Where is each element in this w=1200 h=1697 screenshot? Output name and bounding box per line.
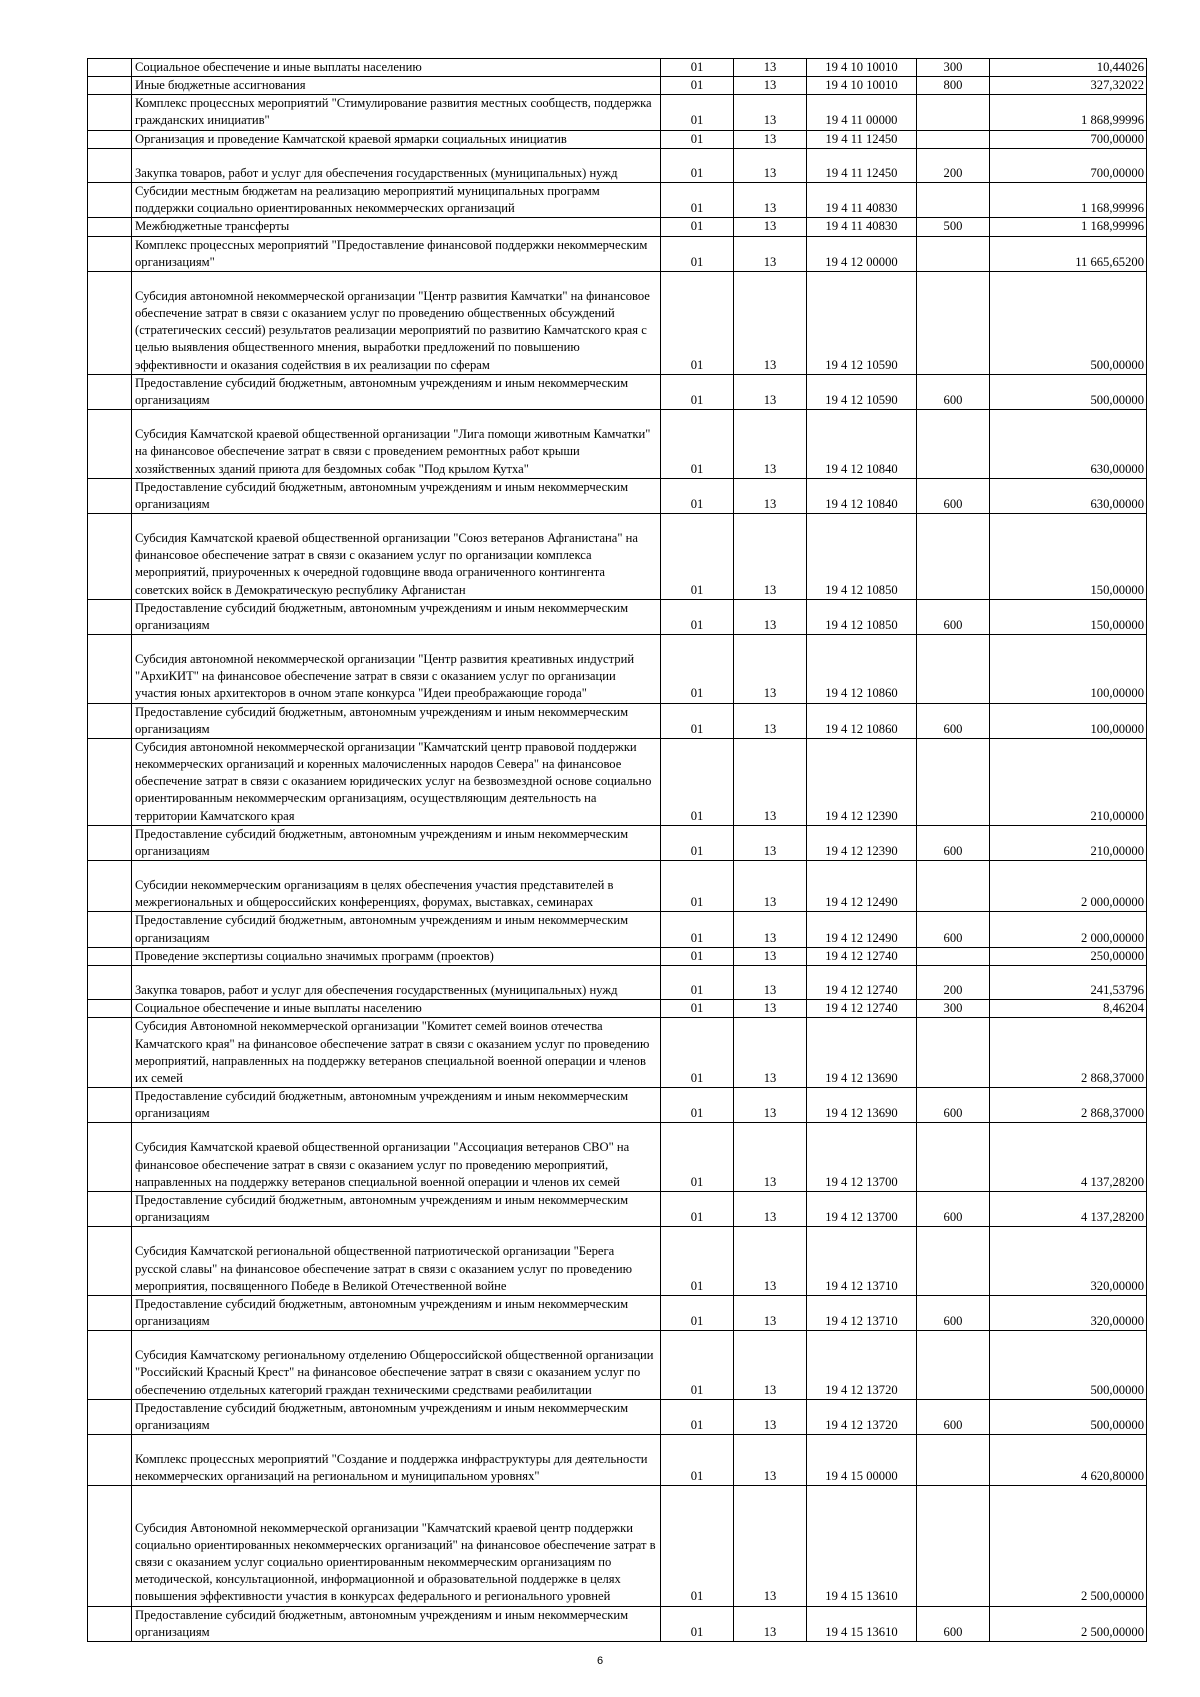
expense-type-cell [917, 635, 990, 704]
table-row [88, 236, 1147, 271]
amount-cell: 10,44026 [990, 59, 1147, 77]
target-article-cell: 19 4 11 40830 [807, 183, 917, 218]
table-row [88, 1018, 1147, 1088]
subsection-cell: 13 [734, 1123, 807, 1192]
number-cell [88, 947, 132, 965]
section-cell: 01 [661, 1295, 734, 1330]
target-article-cell: 19 4 12 10860 [807, 635, 917, 704]
amount-cell: 100,00000 [990, 703, 1147, 738]
amount-cell: 4 137,28200 [990, 1123, 1147, 1192]
amount-cell: 320,00000 [990, 1227, 1147, 1296]
target-article-cell: 19 4 12 13690 [807, 1088, 917, 1123]
subsection-cell: 13 [734, 635, 807, 704]
target-article-cell: 19 4 12 10590 [807, 374, 917, 409]
subsection-cell: 13 [734, 59, 807, 77]
subsection-cell: 13 [734, 410, 807, 479]
subsection-cell: 13 [734, 77, 807, 95]
amount-cell: 2 500,00000 [990, 1606, 1147, 1641]
section-cell: 01 [661, 478, 734, 513]
subsection-cell: 13 [734, 1227, 807, 1296]
table-row [88, 1227, 1147, 1296]
number-cell [88, 1227, 132, 1296]
section-cell: 01 [661, 271, 734, 374]
name-cell: Предоставление субсидий бюджетным, автономным учреждениям и иным некоммерческим организациям [132, 912, 661, 947]
amount-cell: 100,00000 [990, 635, 1147, 704]
subsection-cell: 13 [734, 599, 807, 634]
target-article-cell: 19 4 15 13610 [807, 1606, 917, 1641]
subsection-cell: 13 [734, 1399, 807, 1434]
name-cell: Предоставление субсидий бюджетным, автономным учреждениям и иным некоммерческим организациям [132, 825, 661, 860]
table-row [88, 218, 1147, 236]
number-cell [88, 599, 132, 634]
table-row [88, 410, 1147, 479]
name-cell: Комплекс процессных мероприятий "Стимулирование развития местных сообществ, поддержка гражданских инициатив" [132, 95, 661, 130]
target-article-cell: 19 4 12 12740 [807, 1000, 917, 1018]
table-row [88, 965, 1147, 999]
number-cell [88, 95, 132, 130]
amount-cell: 630,00000 [990, 410, 1147, 479]
target-article-cell: 19 4 12 13700 [807, 1191, 917, 1226]
expense-type-cell [917, 1227, 990, 1296]
number-cell [88, 1606, 132, 1641]
target-article-cell: 19 4 12 13700 [807, 1123, 917, 1192]
table-row [88, 635, 1147, 704]
subsection-cell: 13 [734, 130, 807, 148]
name-cell: Предоставление субсидий бюджетным, автономным учреждениям и иным некоммерческим организациям [132, 599, 661, 634]
name-cell: Предоставление субсидий бюджетным, автономным учреждениям и иным некоммерческим организациям [132, 1606, 661, 1641]
target-article-cell: 19 4 15 00000 [807, 1435, 917, 1486]
section-cell: 01 [661, 1486, 734, 1606]
expense-type-cell [917, 236, 990, 271]
name-cell: Субсидия Камчатской краевой общественной организации "Лига помощи животным Камчатки" на финансовое обеспечение затрат в связи с проведением ремонтных работ крыши хозяйственных зданий приюта для бездомных собак "Под крылом Кутха" [132, 410, 661, 479]
number-cell [88, 478, 132, 513]
name-cell: Проведение экспертизы социально значимых программ (проектов) [132, 947, 661, 965]
table-row [88, 513, 1147, 599]
table-row [88, 1123, 1147, 1192]
table-row [88, 703, 1147, 738]
amount-cell: 500,00000 [990, 1331, 1147, 1400]
number-cell [88, 183, 132, 218]
section-cell: 01 [661, 1088, 734, 1123]
subsection-cell: 13 [734, 1000, 807, 1018]
section-cell: 01 [661, 1191, 734, 1226]
expense-type-cell: 600 [917, 1191, 990, 1226]
number-cell [88, 236, 132, 271]
name-cell: Социальное обеспечение и иные выплаты населению [132, 59, 661, 77]
number-cell [88, 825, 132, 860]
amount-cell: 630,00000 [990, 478, 1147, 513]
name-cell: Субсидия Камчатской краевой общественной организации "Союз ветеранов Афганистана" на финансовое обеспечение затрат в связи с оказанием услуг по организации комплекса мероприятий, приуроченных к очередной годовщине ввода ограниченного контингента советских войск в Демократическую республику Афганистан [132, 513, 661, 599]
amount-cell: 500,00000 [990, 1399, 1147, 1434]
section-cell: 01 [661, 1331, 734, 1400]
table-row [88, 271, 1147, 374]
name-cell: Предоставление субсидий бюджетным, автономным учреждениям и иным некоммерческим организациям [132, 1191, 661, 1226]
number-cell [88, 1435, 132, 1486]
expense-type-cell [917, 947, 990, 965]
name-cell: Субсидия автономной некоммерческой организации "Центр развития креативных индустрий "АрхиКИТ" на финансовое обеспечение затрат в связи с оказанием услуг по организации участия юных архитекторов в очном этапе конкурса "Идеи преображающие города" [132, 635, 661, 704]
target-article-cell: 19 4 12 10860 [807, 703, 917, 738]
subsection-cell: 13 [734, 148, 807, 182]
name-cell: Субсидия автономной некоммерческой организации "Камчатский центр правовой поддержки некоммерческих организаций и коренных малочисленных народов Севера" на финансовое обеспечение затрат в связи с оказанием юридических услуг на безвозмездной основе социально ориентированным некоммерческим организациям, осуществляющим деятельность на территории Камчатского края [132, 738, 661, 825]
name-cell: Закупка товаров, работ и услуг для обеспечения государственных (муниципальных) нужд [132, 148, 661, 182]
section-cell: 01 [661, 236, 734, 271]
number-cell [88, 148, 132, 182]
number-cell [88, 1123, 132, 1192]
amount-cell: 320,00000 [990, 1295, 1147, 1330]
number-cell [88, 374, 132, 409]
subsection-cell: 13 [734, 1295, 807, 1330]
section-cell: 01 [661, 1123, 734, 1192]
section-cell: 01 [661, 825, 734, 860]
number-cell [88, 513, 132, 599]
section-cell: 01 [661, 183, 734, 218]
table-row [88, 1000, 1147, 1018]
amount-cell: 241,53796 [990, 965, 1147, 999]
expense-type-cell: 500 [917, 218, 990, 236]
section-cell: 01 [661, 947, 734, 965]
amount-cell: 250,00000 [990, 947, 1147, 965]
table-row [88, 77, 1147, 95]
target-article-cell: 19 4 11 00000 [807, 95, 917, 130]
target-article-cell: 19 4 12 10850 [807, 599, 917, 634]
target-article-cell: 19 4 12 13720 [807, 1399, 917, 1434]
name-cell: Комплекс процессных мероприятий "Предоставление финансовой поддержки некоммерческим организациям" [132, 236, 661, 271]
amount-cell: 8,46204 [990, 1000, 1147, 1018]
page-number: 6 [596, 1655, 604, 1667]
section-cell: 01 [661, 410, 734, 479]
subsection-cell: 13 [734, 236, 807, 271]
table-row [88, 1435, 1147, 1486]
expense-type-cell: 600 [917, 912, 990, 947]
expense-type-cell [917, 1331, 990, 1400]
number-cell [88, 1191, 132, 1226]
expense-type-cell [917, 738, 990, 825]
section-cell: 01 [661, 513, 734, 599]
subsection-cell: 13 [734, 513, 807, 599]
number-cell [88, 1331, 132, 1400]
target-article-cell: 19 4 10 10010 [807, 59, 917, 77]
section-cell: 01 [661, 635, 734, 704]
number-cell [88, 1000, 132, 1018]
section-cell: 01 [661, 218, 734, 236]
target-article-cell: 19 4 10 10010 [807, 77, 917, 95]
target-article-cell: 19 4 12 13710 [807, 1295, 917, 1330]
name-cell: Организация и проведение Камчатской краевой ярмарки социальных инициатив [132, 130, 661, 148]
number-cell [88, 218, 132, 236]
name-cell: Предоставление субсидий бюджетным, автономным учреждениям и иным некоммерческим организациям [132, 703, 661, 738]
name-cell: Закупка товаров, работ и услуг для обеспечения государственных (муниципальных) нужд [132, 965, 661, 999]
number-cell [88, 635, 132, 704]
amount-cell: 210,00000 [990, 738, 1147, 825]
table-row [88, 599, 1147, 634]
name-cell: Субсидия Камчатской региональной общественной патриотической организации "Берега русской славы" на финансовое обеспечение затрат в связи с оказанием услуг по проведению мероприятия, посвященного Победе в Великой Отечественной войне [132, 1227, 661, 1296]
number-cell [88, 59, 132, 77]
table-row [88, 1331, 1147, 1400]
name-cell: Предоставление субсидий бюджетным, автономным учреждениям и иным некоммерческим организациям [132, 478, 661, 513]
expense-type-cell [917, 1123, 990, 1192]
target-article-cell: 19 4 12 10850 [807, 513, 917, 599]
name-cell: Предоставление субсидий бюджетным, автономным учреждениям и иным некоммерческим организациям [132, 1399, 661, 1434]
table-row [88, 1191, 1147, 1226]
section-cell: 01 [661, 965, 734, 999]
amount-cell: 1 168,99996 [990, 218, 1147, 236]
amount-cell: 500,00000 [990, 374, 1147, 409]
name-cell: Субсидии местным бюджетам на реализацию мероприятий муниципальных программ поддержки социально ориентированных некоммерческих организаций [132, 183, 661, 218]
name-cell: Субсидия Камчатской краевой общественной организации "Ассоциация ветеранов СВО" на финансовое обеспечение затрат в связи с оказанием услуг по проведению мероприятий, направленных на поддержку ветеранов специальной военной операции и членов их семей [132, 1123, 661, 1192]
table-row [88, 1399, 1147, 1434]
table-row [88, 861, 1147, 912]
name-cell: Предоставление субсидий бюджетным, автономным учреждениям и иным некоммерческим организациям [132, 1295, 661, 1330]
target-article-cell: 19 4 12 12390 [807, 825, 917, 860]
section-cell: 01 [661, 1606, 734, 1641]
section-cell: 01 [661, 1399, 734, 1434]
amount-cell: 2 000,00000 [990, 912, 1147, 947]
subsection-cell: 13 [734, 1331, 807, 1400]
name-cell: Социальное обеспечение и иные выплаты населению [132, 1000, 661, 1018]
expense-type-cell: 600 [917, 478, 990, 513]
table-row [88, 59, 1147, 77]
target-article-cell: 19 4 11 40830 [807, 218, 917, 236]
number-cell [88, 738, 132, 825]
expense-type-cell [917, 183, 990, 218]
expense-type-cell: 600 [917, 374, 990, 409]
name-cell: Субсидия Автономной некоммерческой организации "Комитет семей воинов отечества Камчатского края" на финансовое обеспечение затрат в связи с оказанием услуг по проведению мероприятий, направленных на поддержку ветеранов специальной военной операции и членов их семей [132, 1018, 661, 1088]
number-cell [88, 271, 132, 374]
table-row [88, 947, 1147, 965]
table-row [88, 1088, 1147, 1123]
expense-type-cell: 200 [917, 965, 990, 999]
subsection-cell: 13 [734, 1191, 807, 1226]
target-article-cell: 19 4 11 12450 [807, 130, 917, 148]
expense-type-cell [917, 861, 990, 912]
target-article-cell: 19 4 12 10590 [807, 271, 917, 374]
table-row [88, 374, 1147, 409]
amount-cell: 11 665,65200 [990, 236, 1147, 271]
section-cell: 01 [661, 374, 734, 409]
table-row [88, 825, 1147, 860]
name-cell: Субсидия автономной некоммерческой организации "Центр развития Камчатки" на финансовое обеспечение затрат в связи с оказанием услуг по проведению общественных обсуждений (стратегических сессий) результатов реализации мероприятий по развитию Камчатского края с целью выявления общественного мнения, выработки предложений по повышению эффективности и оказания содействия в их реализации по сферам [132, 271, 661, 374]
amount-cell: 700,00000 [990, 148, 1147, 182]
name-cell: Предоставление субсидий бюджетным, автономным учреждениям и иным некоммерческим организациям [132, 1088, 661, 1123]
expense-type-cell: 300 [917, 59, 990, 77]
subsection-cell: 13 [734, 478, 807, 513]
target-article-cell: 19 4 12 12390 [807, 738, 917, 825]
target-article-cell: 19 4 12 00000 [807, 236, 917, 271]
section-cell: 01 [661, 599, 734, 634]
subsection-cell: 13 [734, 825, 807, 860]
amount-cell: 2 868,37000 [990, 1088, 1147, 1123]
section-cell: 01 [661, 130, 734, 148]
expense-type-cell [917, 95, 990, 130]
target-article-cell: 19 4 12 12490 [807, 861, 917, 912]
subsection-cell: 13 [734, 1486, 807, 1606]
amount-cell: 2 868,37000 [990, 1018, 1147, 1088]
name-cell: Предоставление субсидий бюджетным, автономным учреждениям и иным некоммерческим организациям [132, 374, 661, 409]
target-article-cell: 19 4 12 12490 [807, 912, 917, 947]
expense-type-cell [917, 1486, 990, 1606]
amount-cell: 700,00000 [990, 130, 1147, 148]
amount-cell: 150,00000 [990, 513, 1147, 599]
expense-type-cell [917, 130, 990, 148]
amount-cell: 150,00000 [990, 599, 1147, 634]
subsection-cell: 13 [734, 218, 807, 236]
amount-cell: 2 000,00000 [990, 861, 1147, 912]
subsection-cell: 13 [734, 1606, 807, 1641]
table-row [88, 183, 1147, 218]
subsection-cell: 13 [734, 1435, 807, 1486]
number-cell [88, 861, 132, 912]
name-cell: Межбюджетные трансферты [132, 218, 661, 236]
amount-cell: 500,00000 [990, 271, 1147, 374]
target-article-cell: 19 4 12 13720 [807, 1331, 917, 1400]
target-article-cell: 19 4 12 10840 [807, 478, 917, 513]
number-cell [88, 1018, 132, 1088]
table-row [88, 95, 1147, 130]
amount-cell: 327,32022 [990, 77, 1147, 95]
number-cell [88, 1399, 132, 1434]
subsection-cell: 13 [734, 912, 807, 947]
section-cell: 01 [661, 148, 734, 182]
section-cell: 01 [661, 59, 734, 77]
budget-table [87, 58, 1147, 1642]
subsection-cell: 13 [734, 947, 807, 965]
target-article-cell: 19 4 12 10840 [807, 410, 917, 479]
section-cell: 01 [661, 861, 734, 912]
amount-cell: 1 868,99996 [990, 95, 1147, 130]
target-article-cell: 19 4 11 12450 [807, 148, 917, 182]
target-article-cell: 19 4 12 12740 [807, 947, 917, 965]
number-cell [88, 77, 132, 95]
table-row [88, 1606, 1147, 1641]
number-cell [88, 410, 132, 479]
name-cell: Иные бюджетные ассигнования [132, 77, 661, 95]
number-cell [88, 1486, 132, 1606]
number-cell [88, 1088, 132, 1123]
section-cell: 01 [661, 912, 734, 947]
table-row [88, 1295, 1147, 1330]
expense-type-cell: 300 [917, 1000, 990, 1018]
expense-type-cell: 600 [917, 1399, 990, 1434]
subsection-cell: 13 [734, 271, 807, 374]
target-article-cell: 19 4 12 12740 [807, 965, 917, 999]
table-row [88, 912, 1147, 947]
subsection-cell: 13 [734, 965, 807, 999]
expense-type-cell: 200 [917, 148, 990, 182]
name-cell: Субсидия Автономной некоммерческой организации "Камчатский краевой центр поддержки социально ориентированных некоммерческих организаций" на финансовое обеспечение затрат в связи с оказанием услуг социально ориентированным некоммерческим организациям по методической, консультационной, информационной и образовательной поддержке в целях повышения эффективности участия в конкурсах федерального и регионального уровней [132, 1486, 661, 1606]
expense-type-cell: 600 [917, 1606, 990, 1641]
subsection-cell: 13 [734, 374, 807, 409]
expense-type-cell: 800 [917, 77, 990, 95]
amount-cell: 2 500,00000 [990, 1486, 1147, 1606]
amount-cell: 1 168,99996 [990, 183, 1147, 218]
expense-type-cell [917, 1018, 990, 1088]
budget-table-page [87, 58, 1146, 1642]
number-cell [88, 965, 132, 999]
section-cell: 01 [661, 1018, 734, 1088]
target-article-cell: 19 4 12 13710 [807, 1227, 917, 1296]
section-cell: 01 [661, 1000, 734, 1018]
expense-type-cell: 600 [917, 599, 990, 634]
number-cell [88, 1295, 132, 1330]
section-cell: 01 [661, 77, 734, 95]
table-row [88, 130, 1147, 148]
number-cell [88, 912, 132, 947]
name-cell: Субсидии некоммерческим организациям в целях обеспечения участия представителей в межрегиональных и общероссийских конференциях, форумах, выставках, семинарах [132, 861, 661, 912]
expense-type-cell: 600 [917, 1295, 990, 1330]
amount-cell: 210,00000 [990, 825, 1147, 860]
amount-cell: 4 137,28200 [990, 1191, 1147, 1226]
expense-type-cell [917, 513, 990, 599]
name-cell: Субсидия Камчатскому региональному отделению Общероссийской общественной организации "Российский Красный Крест" на финансовое обеспечение затрат в связи с оказанием услуг по обеспечению отдельных категорий граждан техническими средствами реабилитации [132, 1331, 661, 1400]
table-row [88, 148, 1147, 182]
subsection-cell: 13 [734, 1018, 807, 1088]
amount-cell: 4 620,80000 [990, 1435, 1147, 1486]
name-cell: Комплекс процессных мероприятий "Создание и поддержка инфраструктуры для деятельности некоммерческих организаций на региональном и муниципальном уровнях" [132, 1435, 661, 1486]
target-article-cell: 19 4 12 13690 [807, 1018, 917, 1088]
expense-type-cell [917, 271, 990, 374]
section-cell: 01 [661, 1435, 734, 1486]
table-body [88, 59, 1147, 1642]
expense-type-cell [917, 1435, 990, 1486]
subsection-cell: 13 [734, 861, 807, 912]
number-cell [88, 130, 132, 148]
expense-type-cell: 600 [917, 1088, 990, 1123]
expense-type-cell [917, 410, 990, 479]
subsection-cell: 13 [734, 1088, 807, 1123]
section-cell: 01 [661, 1227, 734, 1296]
subsection-cell: 13 [734, 95, 807, 130]
section-cell: 01 [661, 738, 734, 825]
expense-type-cell: 600 [917, 825, 990, 860]
target-article-cell: 19 4 15 13610 [807, 1486, 917, 1606]
section-cell: 01 [661, 703, 734, 738]
section-cell: 01 [661, 95, 734, 130]
table-row [88, 738, 1147, 825]
table-row [88, 1486, 1147, 1606]
subsection-cell: 13 [734, 183, 807, 218]
subsection-cell: 13 [734, 738, 807, 825]
number-cell [88, 703, 132, 738]
expense-type-cell: 600 [917, 703, 990, 738]
table-row [88, 478, 1147, 513]
subsection-cell: 13 [734, 703, 807, 738]
